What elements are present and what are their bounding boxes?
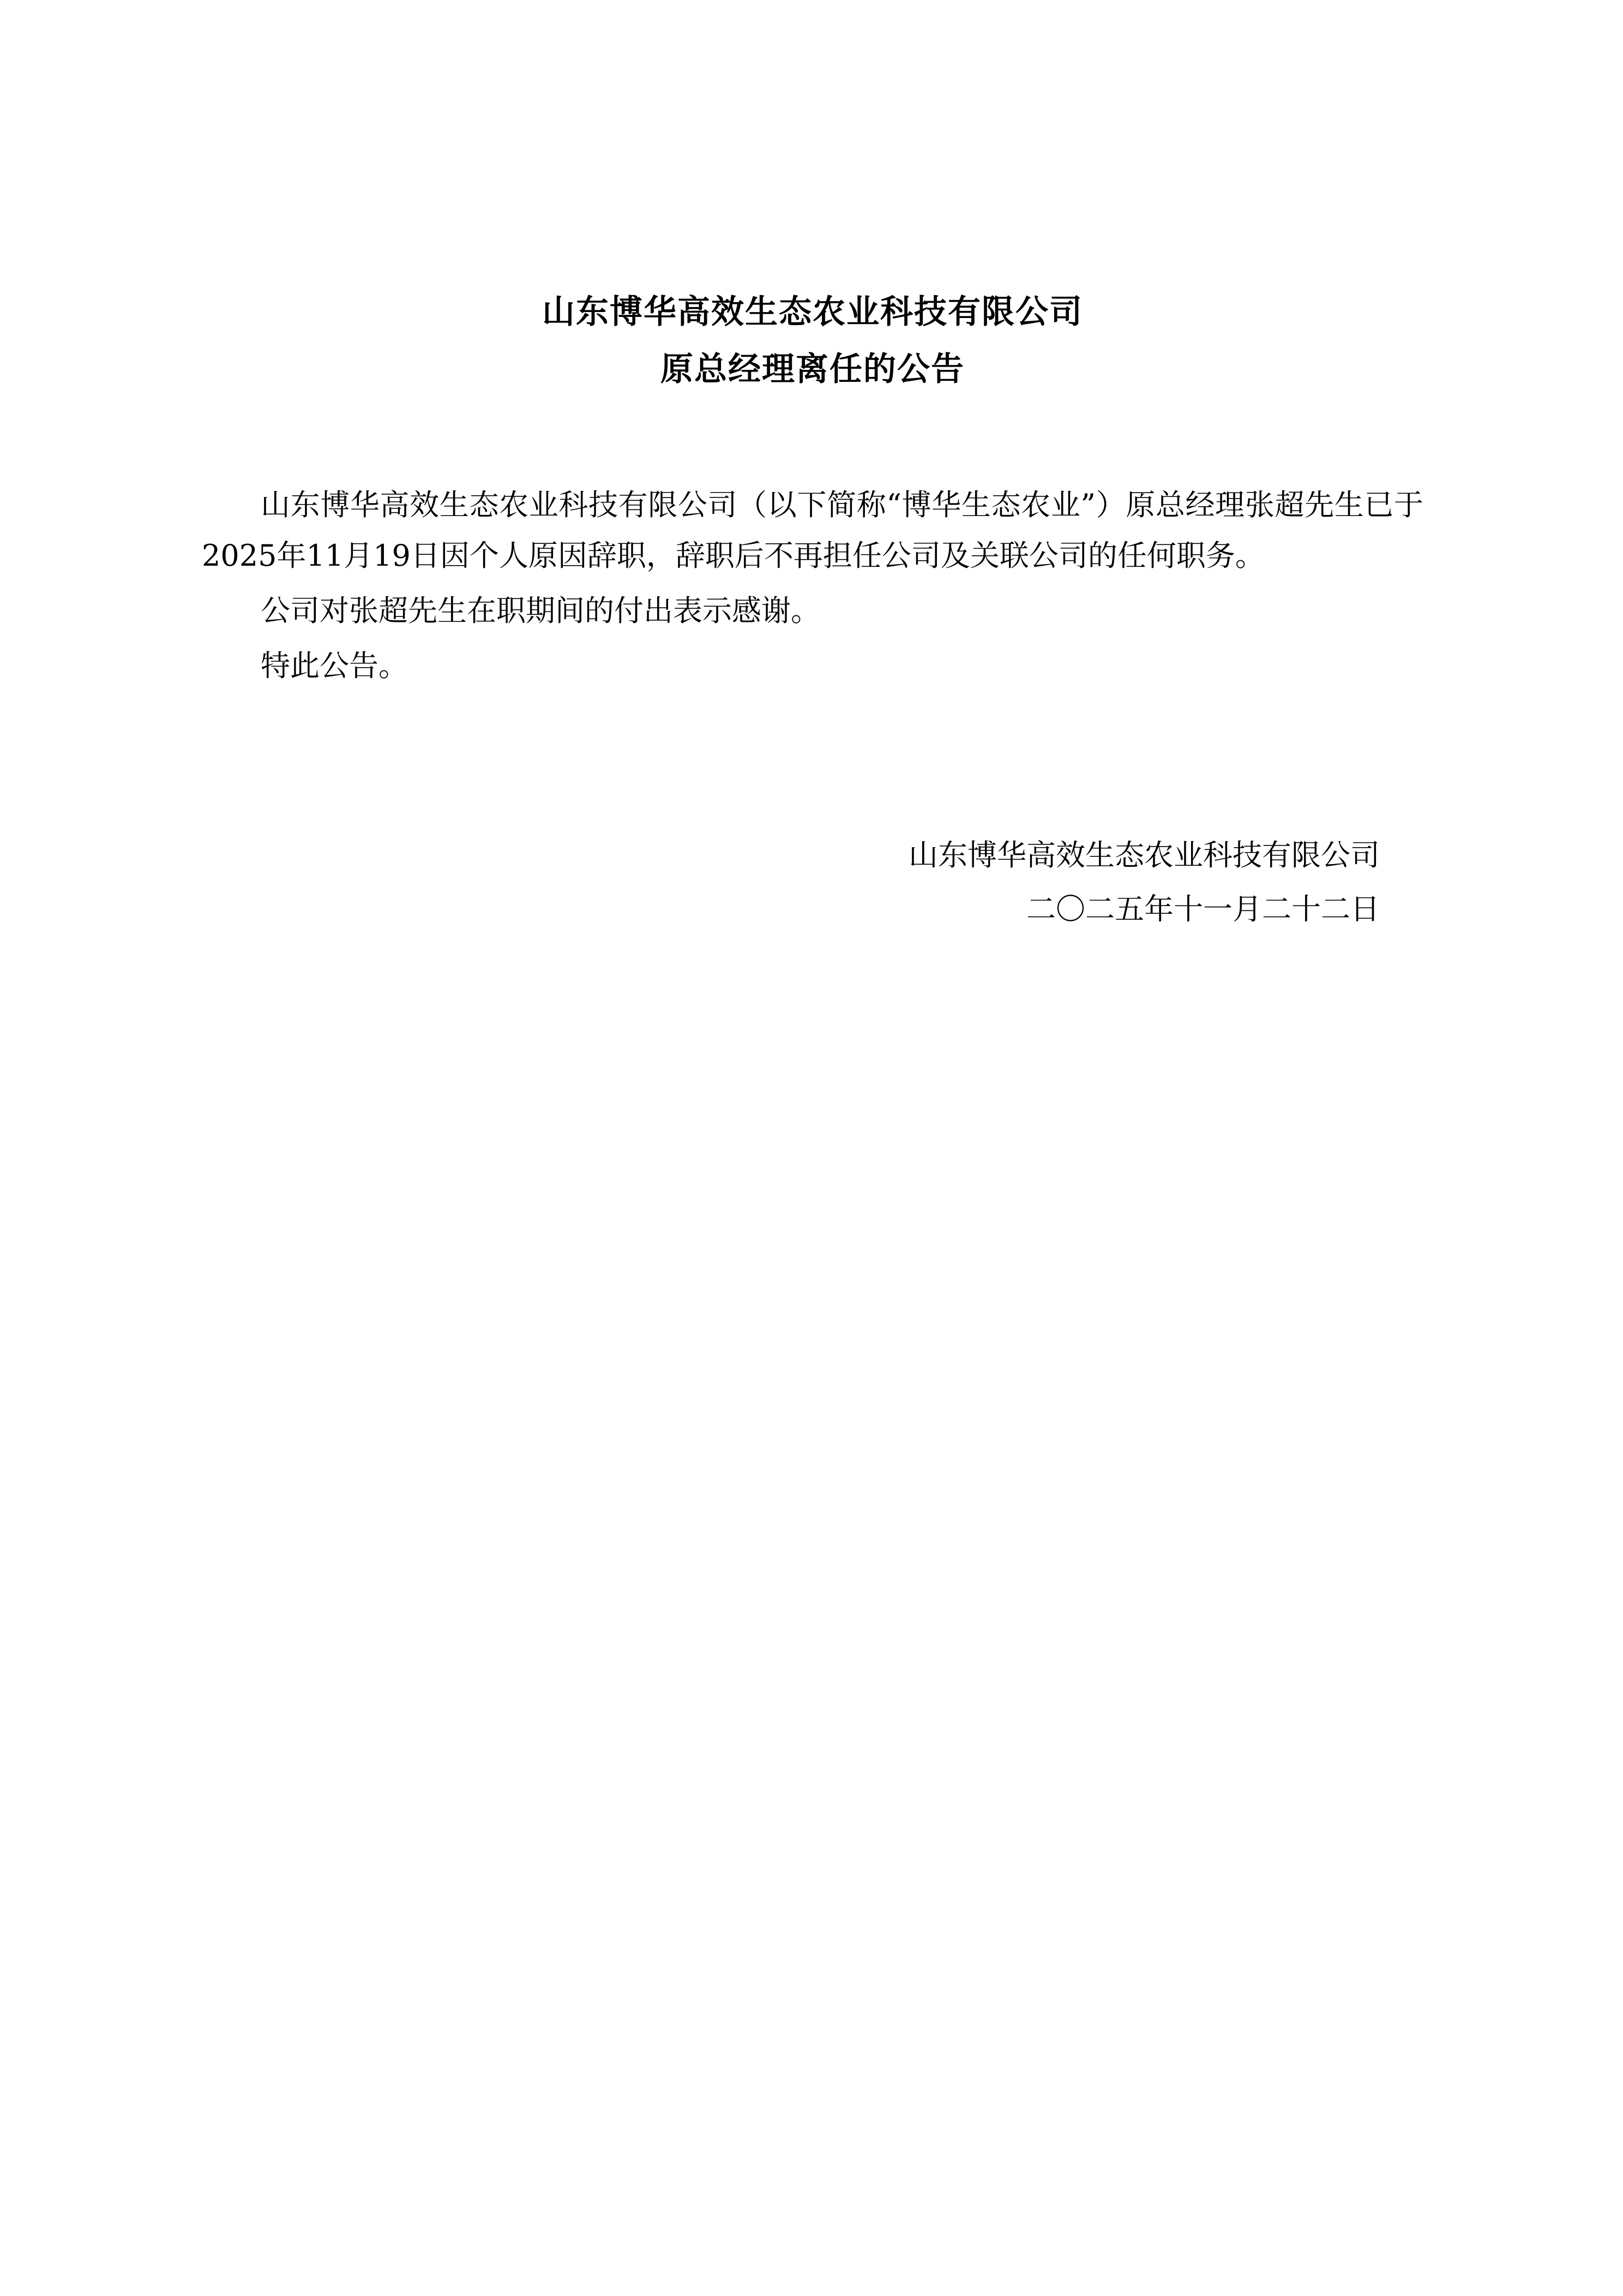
title-line-1: 山东博华高效生态农业科技有限公司 [542, 293, 1083, 331]
document-content [202, 0, 1423, 937]
body-paragraph-1: 山东博华高效生态农业科技有限公司（以下简称“博华生态农业”）原总经理张超先生已于2025年11月19日因个人原因辞职，辞职后不再担任公司及关联公司的任何职务。 [202, 488, 1423, 573]
document-body [202, 480, 1423, 692]
body-paragraph-2: 公司对张超先生在职期间的付出表示感谢。 [261, 593, 820, 628]
title-line-2: 原总经理离任的公告 [660, 350, 965, 388]
signature-block [202, 828, 1423, 937]
signature-date: 二〇二五年十一月二十二日 [1026, 892, 1380, 927]
signature-company: 山东博华高效生态农业科技有限公司 [909, 837, 1380, 872]
body-paragraph-3: 特此公告。 [261, 648, 408, 683]
document-title [202, 284, 1423, 398]
